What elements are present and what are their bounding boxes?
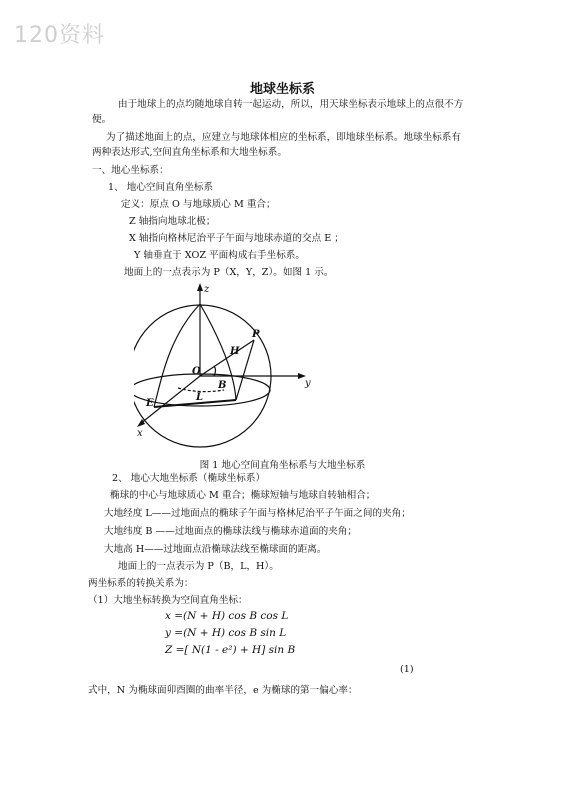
z-axis-line: Z 轴指向地球北极； — [129, 216, 216, 227]
x-axis-line: X 轴指向格林尼治平子午面与地球赤道的交点 E ； — [129, 233, 344, 244]
coordinate-system-figure — [134, 282, 324, 452]
equation-number: (1) — [400, 664, 414, 675]
figure-caption: 图 1 地心空间直角坐标系与大地坐标系 — [199, 460, 366, 471]
equation-y: y =(N + H) cos B sin L — [165, 627, 287, 639]
ellipsoid-line: 椭球的中心与地球质心 M 重合；椭球短轴与地球自转轴相合； — [110, 490, 376, 501]
point-blh-line: 地面上的一点表示为 P（B，L，H）。 — [118, 561, 279, 572]
conversion-heading: 两坐标系的转换关系为： — [88, 578, 194, 589]
subsection-1-1: 1、 地心空间直角坐标系 — [108, 182, 214, 193]
equation-x: x =(N + H) cos B cos L — [165, 610, 289, 622]
label-P: P — [252, 329, 260, 340]
label-H: H — [230, 346, 240, 357]
label-L: L — [196, 392, 204, 403]
watermark: 120资料 — [14, 23, 105, 48]
label-z: z — [204, 284, 210, 295]
label-E: E — [146, 398, 154, 409]
height-line-text: 大地高 H——过地面点沿椭球法线至椭球面的距离。 — [104, 544, 327, 555]
longitude-line: 大地经度 L——过地面点的椭球子午面与格林尼治平子午面之间的夹角； — [104, 508, 411, 519]
conversion-step-1: （1）大地坐标转换为空间直角坐标： — [88, 595, 248, 606]
section-1-heading: 一、地心坐标系： — [92, 165, 169, 176]
label-y: y — [305, 378, 311, 389]
z-arrow — [197, 283, 203, 291]
para-1b: 便。 — [92, 114, 112, 125]
equation-z: Z =[ N(1 - e²) + H] sin B — [165, 644, 296, 656]
normal-line — [200, 340, 254, 376]
subsection-1-2: 2、 地心大地坐标系（椭球坐标系） — [112, 473, 266, 484]
page-title: 地球坐标系 — [249, 82, 315, 97]
point-xyz-line: 地面上的一点表示为 P（X，Y，Z）。如图 1 示。 — [124, 267, 334, 278]
label-B: B — [218, 380, 227, 391]
meridian-left — [154, 304, 200, 407]
label-O: O — [192, 366, 201, 377]
definition-line: 定义：原点 O 与地球质心 M 重合； — [121, 199, 276, 210]
para-2a: 为了描述地面上的点，应建立与地球体相应的坐标系，即地球坐标系。地球坐标系有 — [106, 132, 461, 143]
footnote-line: 式中，N 为椭球面卯酉圈的曲率半径，e 为椭球的第一偏心率： — [88, 685, 358, 696]
y-axis-line: Y 轴垂直于 XOZ 平面构成右手坐标系。 — [134, 250, 305, 261]
para-2b: 两种表达形式,空间直角坐标系和大地坐标系。 — [92, 147, 287, 158]
para-1a: 由于地球上的点均随地球自转一起运动，所以，用天球坐标表示地球上的点很不方 — [118, 99, 464, 110]
label-x: x — [137, 428, 143, 439]
latitude-line: 大地纬度 B ——过地面点的椭球法线与椭球赤道面的夹角； — [104, 526, 357, 537]
latitude-arc — [214, 366, 216, 376]
